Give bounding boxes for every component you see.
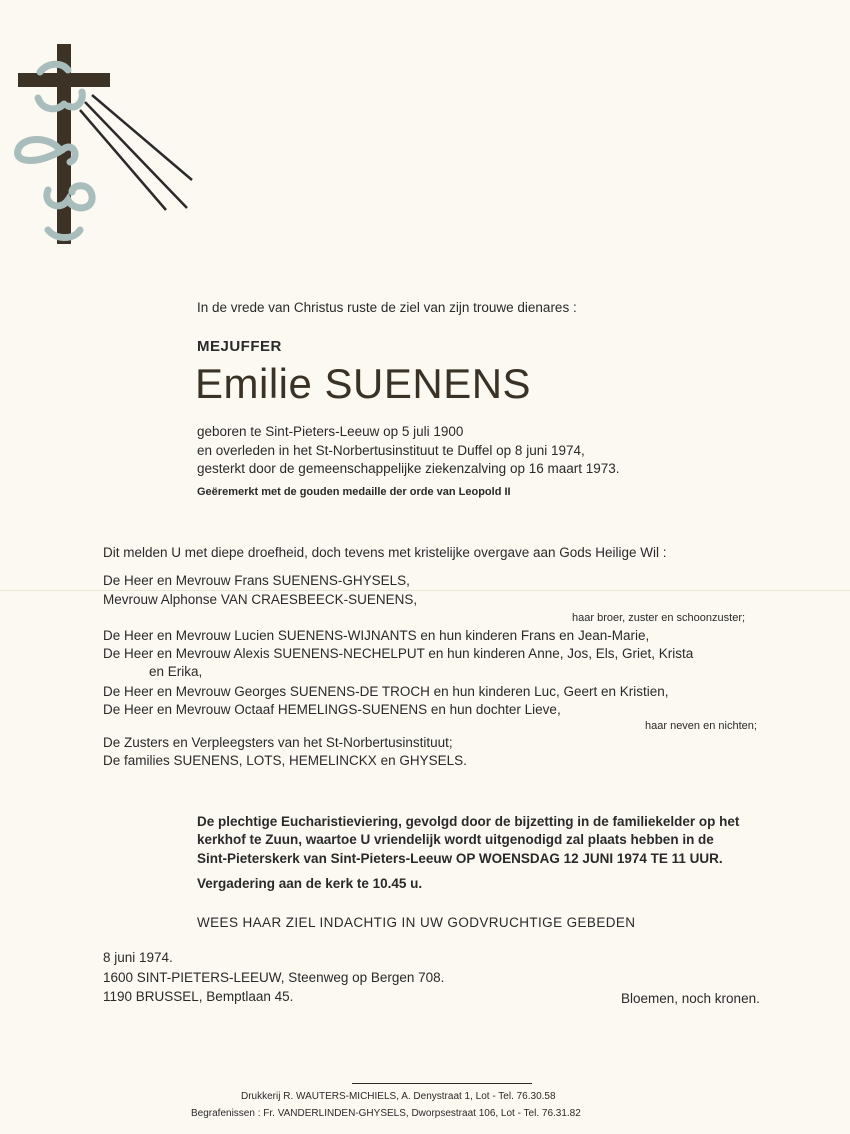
ceremony-line: kerkhof te Zuun, waartoe U vriendelijk wordt uitgenodigd zal plaats hebben in de [197, 832, 714, 847]
address-line: 1600 SINT-PIETERS-LEEUW, Steenweg op Bergen 708. [103, 970, 445, 985]
family-line: Mevrouw Alphonse VAN CRAESBEECK-SUENENS, [103, 592, 418, 607]
family-line: De Heer en Mevrouw Alexis SUENENS-NECHELPUT en hun kinderen Anne, Jos, Els, Griet, Krista [103, 646, 694, 661]
honor-text: Geëremerkt met de gouden medaille der orde van Leopold II [197, 486, 511, 498]
undertaker-credit: Begrafenissen : Fr. VANDERLINDEN-GHYSELS, Dworpsestraat 106, Lot - Tel. 76.31.82 [191, 1108, 581, 1119]
ceremony-line: Sint-Pieterskerk van Sint-Pieters-Leeuw OP WOENSDAG 12 JUNI 1974 TE 11 UUR. [197, 851, 723, 866]
family-line: De Zusters en Verpleegsters van het St-Norbertusinstituut; [103, 735, 453, 750]
family-line: De Heer en Mevrouw Georges SUENENS-DE TROCH en hun kinderen Luc, Geert en Kristien, [103, 684, 669, 699]
footer-divider [352, 1083, 532, 1084]
family-line: De Heer en Mevrouw Lucien SUENENS-WIJNANTS en hun kinderen Frans en Jean-Marie, [103, 628, 650, 643]
bio-line: gesterkt door de gemeenschappelijke ziekenzalving op 16 maart 1973. [197, 461, 620, 476]
family-line: en Erika, [149, 664, 203, 679]
bio-line: geboren te Sint-Pieters-Leeuw op 5 juli 1900 [197, 424, 464, 439]
bio-line: en overleden in het St-Norbertusinstituut te Duffel op 8 juni 1974, [197, 443, 585, 458]
intro-text: In de vrede van Christus ruste de ziel van zijn trouwe dienares : [197, 300, 577, 315]
cross-icon [18, 44, 110, 244]
family-role: haar neven en nichten; [645, 720, 757, 732]
paper-fold-line [0, 590, 850, 591]
family-line: De Heer en Mevrouw Octaaf HEMELINGS-SUENENS en hun dochter Lieve, [103, 702, 561, 717]
ceremony-line: De plechtige Eucharistieviering, gevolgd door de bijzetting in de familiekelder op het [197, 814, 740, 829]
address-line: 1190 BRUSSEL, Bemptlaan 45. [103, 989, 294, 1004]
flowers-note: Bloemen, noch kronen. [621, 991, 760, 1006]
prayer-text: WEES HAAR ZIEL INDACHTIG IN UW GODVRUCHTIGE GEBEDEN [197, 915, 636, 930]
announce-text: Dit melden U met diepe droefheid, doch tevens met kristelijke overgave aan Gods Heilige Wil : [103, 545, 667, 560]
honorific: MEJUFFER [197, 338, 282, 355]
meeting-text: Vergadering aan de kerk te 10.45 u. [197, 876, 423, 891]
wreath-icon [18, 64, 93, 237]
family-line: De families SUENENS, LOTS, HEMELINCKX en GHYSELS. [103, 753, 467, 768]
cross-emblem [10, 40, 200, 250]
notice-date: 8 juni 1974. [103, 950, 173, 965]
rays-icon [80, 95, 192, 210]
family-role: haar broer, zuster en schoonzuster; [572, 612, 746, 624]
deceased-name: Emilie SUENENS [195, 360, 532, 407]
family-line: De Heer en Mevrouw Frans SUENENS-GHYSELS, [103, 573, 410, 588]
printer-credit: Drukkerij R. WAUTERS-MICHIELS, A. Denystraat 1, Lot - Tel. 76.30.58 [241, 1091, 556, 1102]
